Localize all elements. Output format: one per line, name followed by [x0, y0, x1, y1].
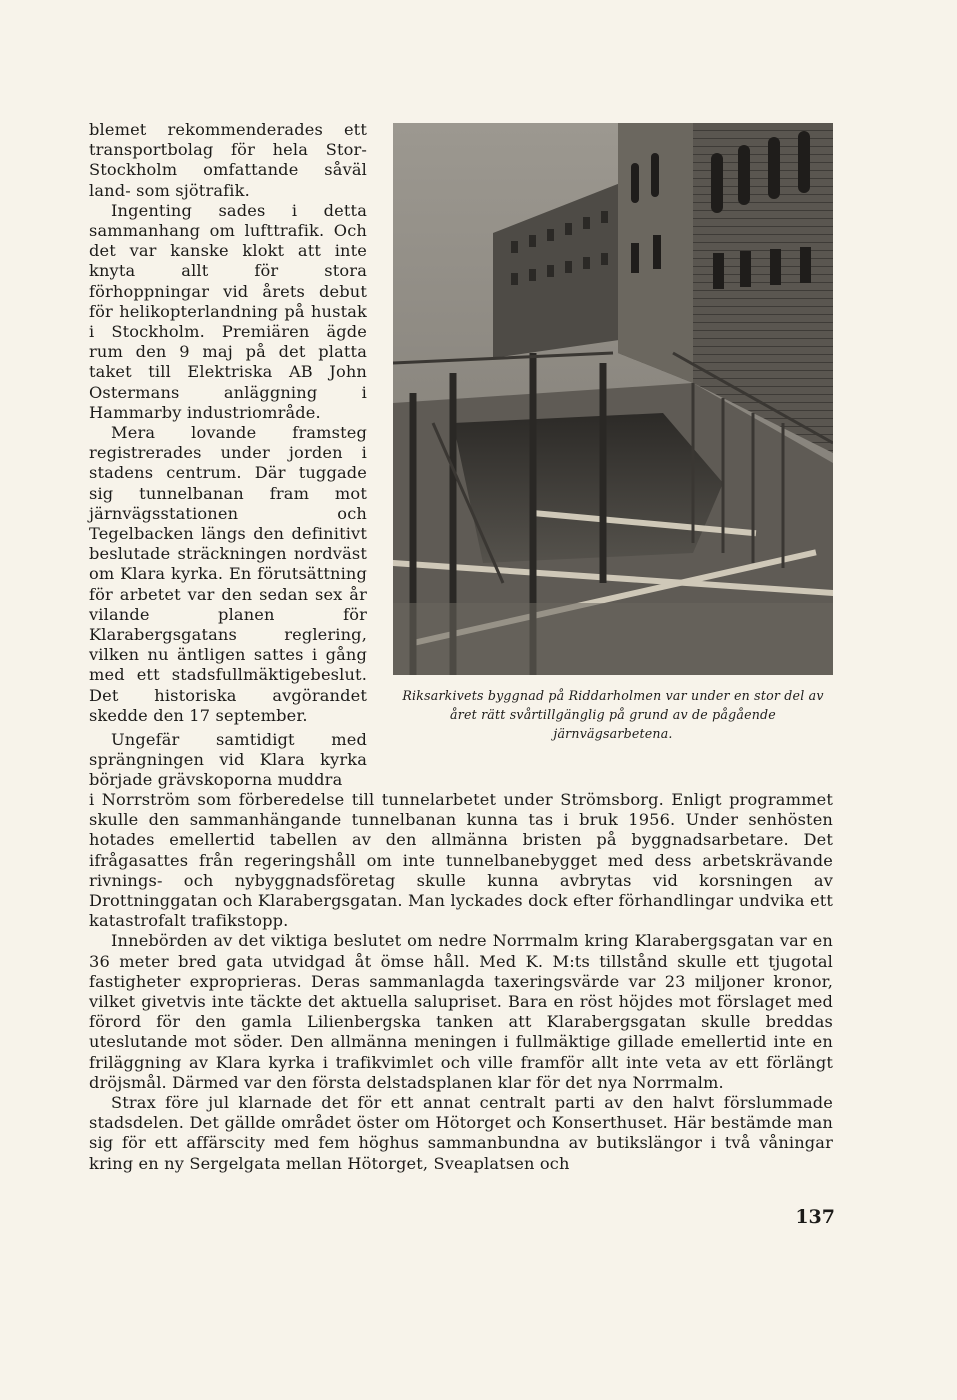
construction-photo — [393, 123, 833, 675]
photo-caption: Riksarkivets byggnad på Riddarholmen var under en stor del av året rätt svårtillgänglig på grund av de pågående järnvägsarbetena. — [402, 688, 824, 741]
narrow-text-column — [89, 120, 367, 726]
narrow-text-continuation — [89, 730, 367, 791]
paragraph-5: Innebörden av det viktiga beslutet om nedre Norrmalm kring Klarabergsgatan var en 36 meter bred gata utvidgad åt ömse håll. Med K. M:ts tillstånd skulle ett tjugotal fastigheter exproprieras. Deras sammanlagda taxeringsvärde var 23 miljoner kronor, vilket givetvis inte täckte det aktuella salupriset. Bara en röst höjdes mot förslaget med förord för den gamla Lilienbergska tanken att Klarabergsgatan skulle breddas uteslutande mot söder. Den allmänna meningen i fullmäktige gillade emellertid inte en friläggning av Klara kyrka i trafikvimlet och ville framför allt inte veta av ett förlängt dröjsmål. Därmed var den första delstadsplanen klar för det nya Norrmalm. — [89, 931, 833, 1092]
paragraph-1: blemet rekommenderades ett transportbolag för hela Stor-Stockholm omfattande såväl land- som sjötrafik. — [89, 120, 367, 200]
paragraph-3: Mera lovande framsteg registrerades under jorden i stadens centrum. Där tuggade sig tunnelbanan fram mot järnvägsstationen och Tegelbacken längs den definitivt beslutade sträckningen nordväst om Klara kyrka. En förutsättning för arbetet var den sedan sex år vilande planen för Klarabergsgatans reglering, vilken nu äntligen sattes i gång med ett stadsfullmäktigebeslut. Det historiska avgörandet skedde den 17 september. — [89, 423, 367, 725]
page-number: 137 — [795, 1206, 835, 1228]
construction-photo-image — [393, 123, 833, 675]
paragraph-4-end: i Norrström som förberedelse till tunnelarbetet under Strömsborg. Enligt programmet skulle den sammanhängande tunnelbanan kunna tas i bruk 1956. Under senhösten hotades emellertid tabellen av den allmänna bristen på byggnadsarbetare. Det ifrågasattes från regeringshåll om inte tunnelbanebygget med dess arbetskrävande rivnings- och nybyggnadsföretag skulle kunna avbrytas vid korsningen av Drottninggatan och Klarabergsgatan. Man lyckades dock efter förhandlingar undvika ett katastrofalt trafikstopp. — [89, 790, 833, 931]
paragraph-6: Strax före jul klarnade det för ett annat centralt parti av den halvt förslummade stadsdelen. Det gällde området öster om Hötorget och Konserthuset. Här bestämde man sig för ett affärscity med fem höghus sammanbundna av butikslängor i två våningar kring en ny Sergelgata mellan Hötorget, Sveaplatsen och — [89, 1093, 833, 1173]
paragraph-4-start: Ungefär samtidigt med sprängningen vid Klara kyrka började grävskoporna muddra — [89, 730, 367, 790]
full-width-text-column — [89, 790, 833, 1174]
paragraph-2: Ingenting sades i detta sammanhang om lufttrafik. Och det var kanske klokt att inte knyta allt för stora förhoppningar vid årets debut för helikopterlandning på hustak i Stockholm. Premiären ägde rum den 9 maj på det platta taket till Elektriska AB John Ostermans anläggning i Hammarby industriområde. — [89, 200, 367, 422]
